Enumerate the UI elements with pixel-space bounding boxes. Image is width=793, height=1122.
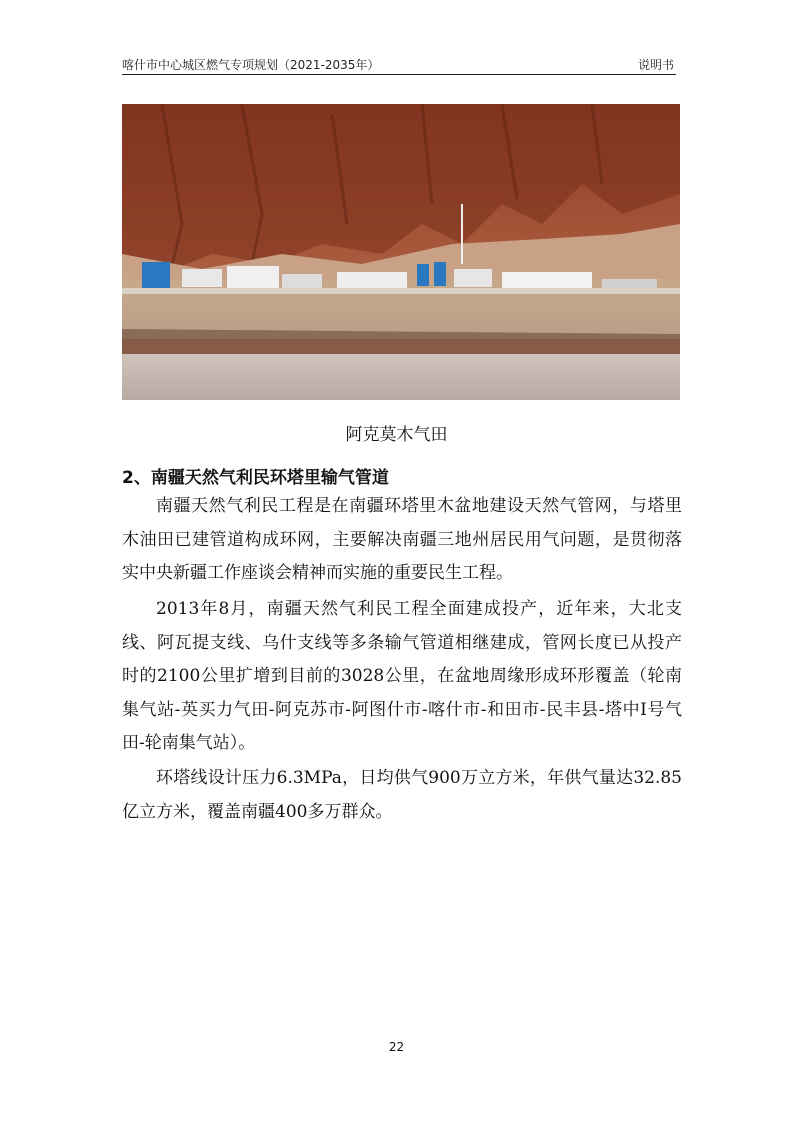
gas-field-photo: [122, 104, 680, 400]
figure-caption: 阿克莫木气田: [345, 425, 448, 445]
header-doc-type: 说明书: [637, 58, 674, 72]
page-number: 22: [388, 1040, 405, 1054]
paragraph: 环塔线设计压力6.3MPa，日均供气900万立方米，年供气量达32.85亿立方米，覆盖南疆400多万群众。: [122, 768, 682, 822]
paragraph: 南疆天然气利民工程是在南疆环塔里木盆地建设天然气管网，与塔里木油田已建管道构成环网，主要解决南疆三地州居民用气问题，是贯彻落实中央新疆工作座谈会精神而实施的重要民生工程。: [122, 496, 682, 583]
header-title: 喀什市中心城区燃气专项规划（2021-2035年）: [122, 58, 380, 72]
paragraph: 2013年8月，南疆天然气利民工程全面建成投产，近年来，大北支线、阿瓦提支线、乌什支线等多条输气管道相继建成，管网长度已从投产时的2100公里扩增到目前的3028公里，在盆地周缘形成环形覆盖（轮南集气站-英买力气田-阿克苏市-阿图什市-喀什市-和田市-民丰县-塔中Ⅰ号气田-轮南集气站）。: [122, 599, 682, 753]
page-header: [122, 56, 676, 75]
section-heading: 2、南疆天然气利民环塔里输气管道: [122, 468, 389, 488]
